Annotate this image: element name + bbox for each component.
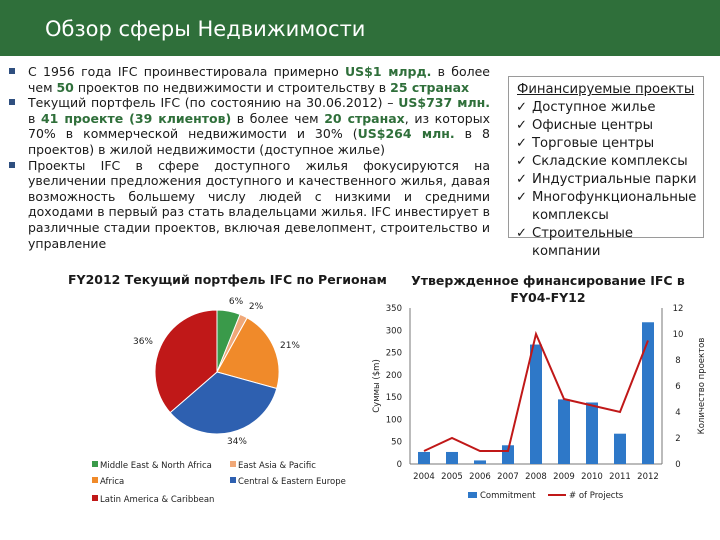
financed-project-label: Индустриальные парки <box>532 172 697 187</box>
financed-project-item <box>515 153 697 171</box>
financed-projects-list <box>515 99 697 261</box>
legend-label: Africa <box>100 477 125 487</box>
financed-project-item <box>515 171 697 189</box>
financed-project-label: Офисные центры <box>532 118 653 133</box>
legend-label: Central & Eastern Europe <box>238 477 346 487</box>
financed-project-label: Торговые центры <box>532 136 655 151</box>
bullet-item <box>8 158 490 252</box>
pie-slice-label: 21% <box>279 341 301 351</box>
financed-project-item <box>515 189 697 225</box>
financed-project-label: Складские комплексы <box>532 154 688 169</box>
bar <box>446 452 458 464</box>
bullet-marker-icon <box>9 68 15 74</box>
y-tick-label: 300 <box>385 326 402 337</box>
x-tick-label: 2011 <box>609 472 631 482</box>
y2-tick-label: 12 <box>672 304 684 314</box>
highlight-text: 20 странах <box>324 110 405 126</box>
bar <box>642 322 654 464</box>
legend-label: East Asia & Pacific <box>238 461 316 471</box>
legend-swatch <box>230 461 236 467</box>
highlight-text: 25 странах <box>390 79 470 95</box>
pie-slice-label: 2% <box>248 302 264 312</box>
bullet-text: в более чем <box>28 64 490 95</box>
highlight-text: 41 проекте (39 клиентов) <box>40 110 232 126</box>
y-tick-label: 100 <box>385 415 402 426</box>
y-tick-label: 200 <box>385 370 402 381</box>
pie-slice-label: 36% <box>132 337 154 347</box>
financed-project-item <box>515 225 697 261</box>
bullet-text: проектов по недвижимости и строительству в <box>73 79 391 95</box>
financed-projects-box <box>508 76 704 259</box>
x-tick-label: 2012 <box>637 472 659 482</box>
financed-project-item <box>515 117 697 135</box>
x-tick-label: 2007 <box>497 472 519 482</box>
x-tick-label: 2008 <box>525 472 547 482</box>
page-title: Обзор сферы Недвижимости <box>45 17 366 41</box>
pie-slice-label: 34% <box>226 437 248 447</box>
checkmark-icon: ✓ <box>516 226 528 241</box>
bar <box>418 452 430 464</box>
bar <box>586 402 598 464</box>
legend-swatch <box>468 492 477 498</box>
financed-project-item <box>515 135 697 153</box>
bullet-item <box>8 95 490 157</box>
y2-tick-label: 4 <box>675 408 681 418</box>
financed-project-label: Доступное жилье <box>532 100 656 115</box>
bar <box>614 434 626 464</box>
bullet-text: С 1956 года IFC проинвестировала примерно <box>28 64 345 79</box>
checkmark-icon: ✓ <box>516 136 528 151</box>
checkmark-icon: ✓ <box>516 154 528 169</box>
bullet-text: Текущий портфель IFC (по состоянию на 30.06.2012) – <box>28 95 399 111</box>
highlight-text: US$737 млн. <box>398 95 491 111</box>
x-tick-label: 2009 <box>553 472 575 482</box>
y-tick-label: 150 <box>385 393 402 404</box>
highlight-text: 50 <box>56 79 74 95</box>
y-tick-label: 0 <box>396 460 402 470</box>
title-bar <box>0 0 720 56</box>
pie-slice-label: 6% <box>228 297 244 307</box>
y-tick-label: 350 <box>385 304 402 314</box>
legend-swatch <box>92 461 98 467</box>
bar <box>558 399 570 464</box>
highlight-text: US$1 млрд. <box>345 64 432 79</box>
bullet-text: , из которых 70% в коммерческой недвижимости и 30% ( <box>28 110 491 142</box>
bullet-marker-icon <box>9 99 15 105</box>
y2-tick-label: 6 <box>675 382 681 392</box>
y2-tick-label: 0 <box>675 460 681 470</box>
financed-projects-heading: Финансируемые проекты <box>517 82 695 97</box>
legend-label: Latin America & Caribbean <box>100 495 215 505</box>
x-tick-label: 2010 <box>581 472 603 482</box>
bullet-item <box>8 64 490 95</box>
y2-tick-label: 8 <box>675 356 681 366</box>
legend-label: Commitment <box>480 491 536 501</box>
bar <box>474 460 486 464</box>
bullet-text: в 8 проектов) в жилой недвижимости (доступное жилье) <box>28 126 490 157</box>
y-axis-label: Суммы ($m) <box>372 359 382 413</box>
bar-chart <box>370 300 710 520</box>
legend-swatch <box>92 495 98 501</box>
checkmark-icon: ✓ <box>516 100 528 115</box>
legend-label: # of Projects <box>569 491 624 501</box>
x-tick-label: 2005 <box>441 472 463 482</box>
checkmark-icon: ✓ <box>516 118 528 133</box>
bullet-text: Проекты IFC в сфере доступного жилья фокусируются на увеличении предложения доступного и качественного жилья, давая возможность большему числу людей с низкими и средними доходами в первый раз стать владельцами жилья. IFC инвестирует в различные стадии проектов, включая девелопмент, строительство и управление <box>28 157 490 251</box>
bullet-marker-icon <box>9 162 15 168</box>
y-tick-label: 50 <box>391 437 402 448</box>
y2-tick-label: 2 <box>675 434 681 444</box>
legend-swatch <box>230 477 236 483</box>
x-tick-label: 2006 <box>469 472 491 482</box>
x-tick-label: 2004 <box>413 472 435 482</box>
legend-label: Middle East & North Africa <box>100 461 212 471</box>
pie-chart <box>0 292 360 522</box>
financed-project-label: Строительные компании <box>532 226 634 259</box>
bar-chart-title: Утвержденное финансирование IFC в FY04-FY12 <box>411 273 685 305</box>
financed-project-item <box>515 99 697 117</box>
bullet-list <box>8 64 490 251</box>
financed-project-label: Многофункциональные комплексы <box>532 190 697 223</box>
highlight-text: US$264 млн. <box>357 126 455 142</box>
y2-tick-label: 10 <box>672 330 684 340</box>
y-tick-label: 250 <box>385 348 402 359</box>
checkmark-icon: ✓ <box>516 190 528 205</box>
pie-chart-title: FY2012 Текущий портфель IFC по Регионам <box>68 272 387 287</box>
bullet-text: в более чем <box>231 110 325 126</box>
y2-axis-label: Количество проектов <box>697 337 707 435</box>
bullet-text: в <box>28 110 41 126</box>
bar <box>530 345 542 464</box>
legend-swatch <box>92 477 98 483</box>
checkmark-icon: ✓ <box>516 172 528 187</box>
